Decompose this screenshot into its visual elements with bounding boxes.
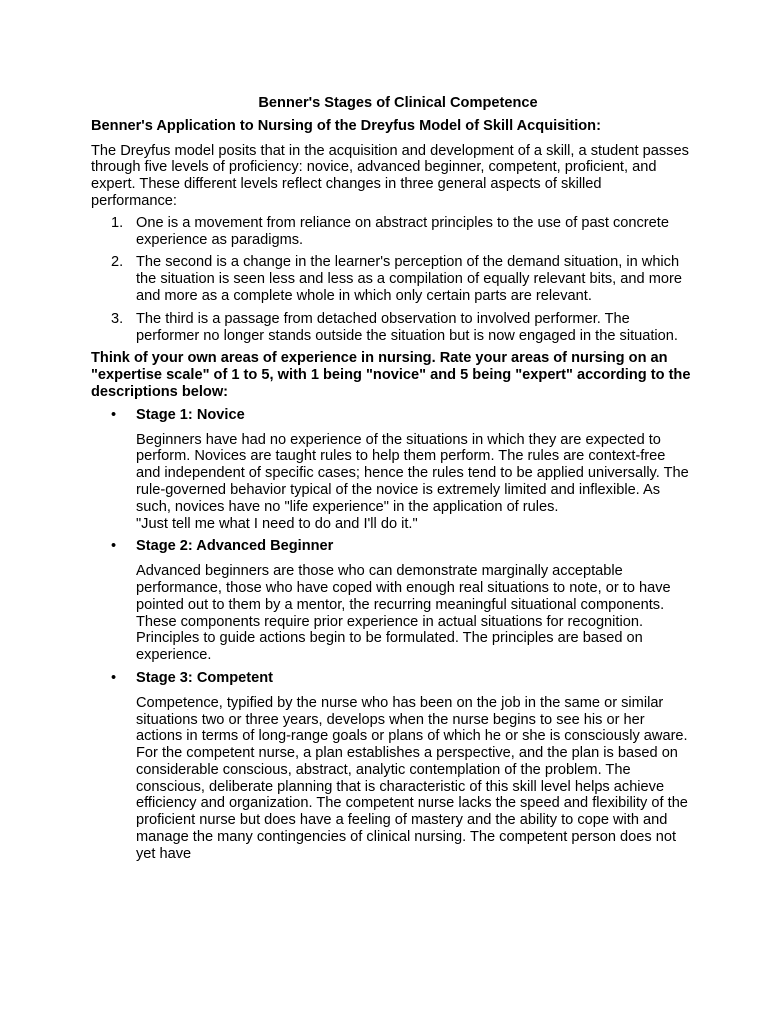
stage-description: Competence, typified by the nurse who has been on the job in the same or similar situations two or three years, develops when the nurse begins to see his or her actions in terms of long-range goals or plans of which he or she is consciously aware. For the competent nurse, a plan establishes a perspective, and the plan is based on considerable conscious, abstract, analytic contemplation of the problem. The conscious, deliberate planning that is characteristic of this skill level helps achieve efficiency and organization. The competent nurse lacks the speed and flexibility of the proficient nurse but does have a feeling of mastery and the ability to cope with and manage the many contingencies of clinical nursing. The competent person does not yet have — [136, 694, 688, 862]
aspects-list — [91, 215, 691, 345]
list-number: 1. — [111, 214, 124, 231]
stage-body — [91, 563, 691, 664]
stage-advanced-beginner — [91, 538, 691, 664]
stage-quote: "Just tell me what I need to do and I'll do it." — [136, 515, 418, 532]
stage-heading — [91, 670, 691, 687]
stage-heading — [91, 538, 691, 555]
stage-body — [91, 695, 691, 863]
list-item-text: One is a movement from reliance on abstract principles to the use of past concrete experience as paradigms. — [136, 214, 669, 248]
intro-paragraph: The Dreyfus model posits that in the acquisition and development of a skill, a student passes through five levels of proficiency: novice, advanced beginner, competent, proficient, and expert. These different levels reflect changes in three general aspects of skilled performance: — [91, 142, 689, 209]
stage-description: Beginners have had no experience of the situations in which they are expected to perform. Novices are taught rules to help them perform. The rules are context-free and independent of specific cases; hence the rules tend to be applied universally. The rule-governed behavior typical of the novice is extremely limited and inflexible. As such, novices have no "life experience" in the application of rules. — [136, 431, 689, 515]
bullet-icon: • — [111, 538, 117, 555]
document-title: Benner's Stages of Clinical Competence — [258, 95, 538, 111]
list-item-text: The third is a passage from detached observation to involved performer. The performer no longer stands outside the situation but is now engaged in the situation. — [136, 310, 678, 344]
bullet-icon: • — [111, 406, 117, 423]
stage-heading-text: Stage 1: Novice — [136, 406, 245, 423]
section-heading: Benner's Application to Nursing of the Dreyfus Model of Skill Acquisition: — [91, 117, 601, 134]
stage-heading-text: Stage 3: Competent — [136, 669, 274, 686]
document-page — [91, 95, 691, 869]
list-item — [91, 215, 691, 249]
list-number: 3. — [111, 310, 124, 327]
list-item-text: The second is a change in the learner's perception of the demand situation, in which the situation is seen less and less as a compilation of equally relevant bits, and more and more as a complete whole in which only certain parts are relevant. — [136, 254, 682, 304]
list-item — [91, 311, 691, 345]
stage-heading — [91, 407, 691, 424]
stage-description: Advanced beginners are those who can demonstrate marginally acceptable performance, those who have coped with enough real situations to note, or to have pointed out to them by a mentor, the recurring meaningful situational components. These components require prior experience in actual situations for recognition. Principles to guide actions begin to be formulated. The principles are based on experience. — [136, 563, 671, 664]
stage-heading-text: Stage 2: Advanced Beginner — [136, 538, 334, 555]
bullet-icon: • — [111, 669, 117, 686]
list-item — [91, 254, 691, 304]
list-number: 2. — [111, 254, 124, 271]
stage-competent — [91, 670, 691, 863]
instruction-paragraph: Think of your own areas of experience in nursing. Rate your areas of nursing on an "expertise scale" of 1 to 5, with 1 being "novice" and 5 being "expert" according to the descriptions below: — [91, 350, 691, 400]
stage-body — [91, 432, 691, 533]
stage-novice — [91, 407, 691, 533]
